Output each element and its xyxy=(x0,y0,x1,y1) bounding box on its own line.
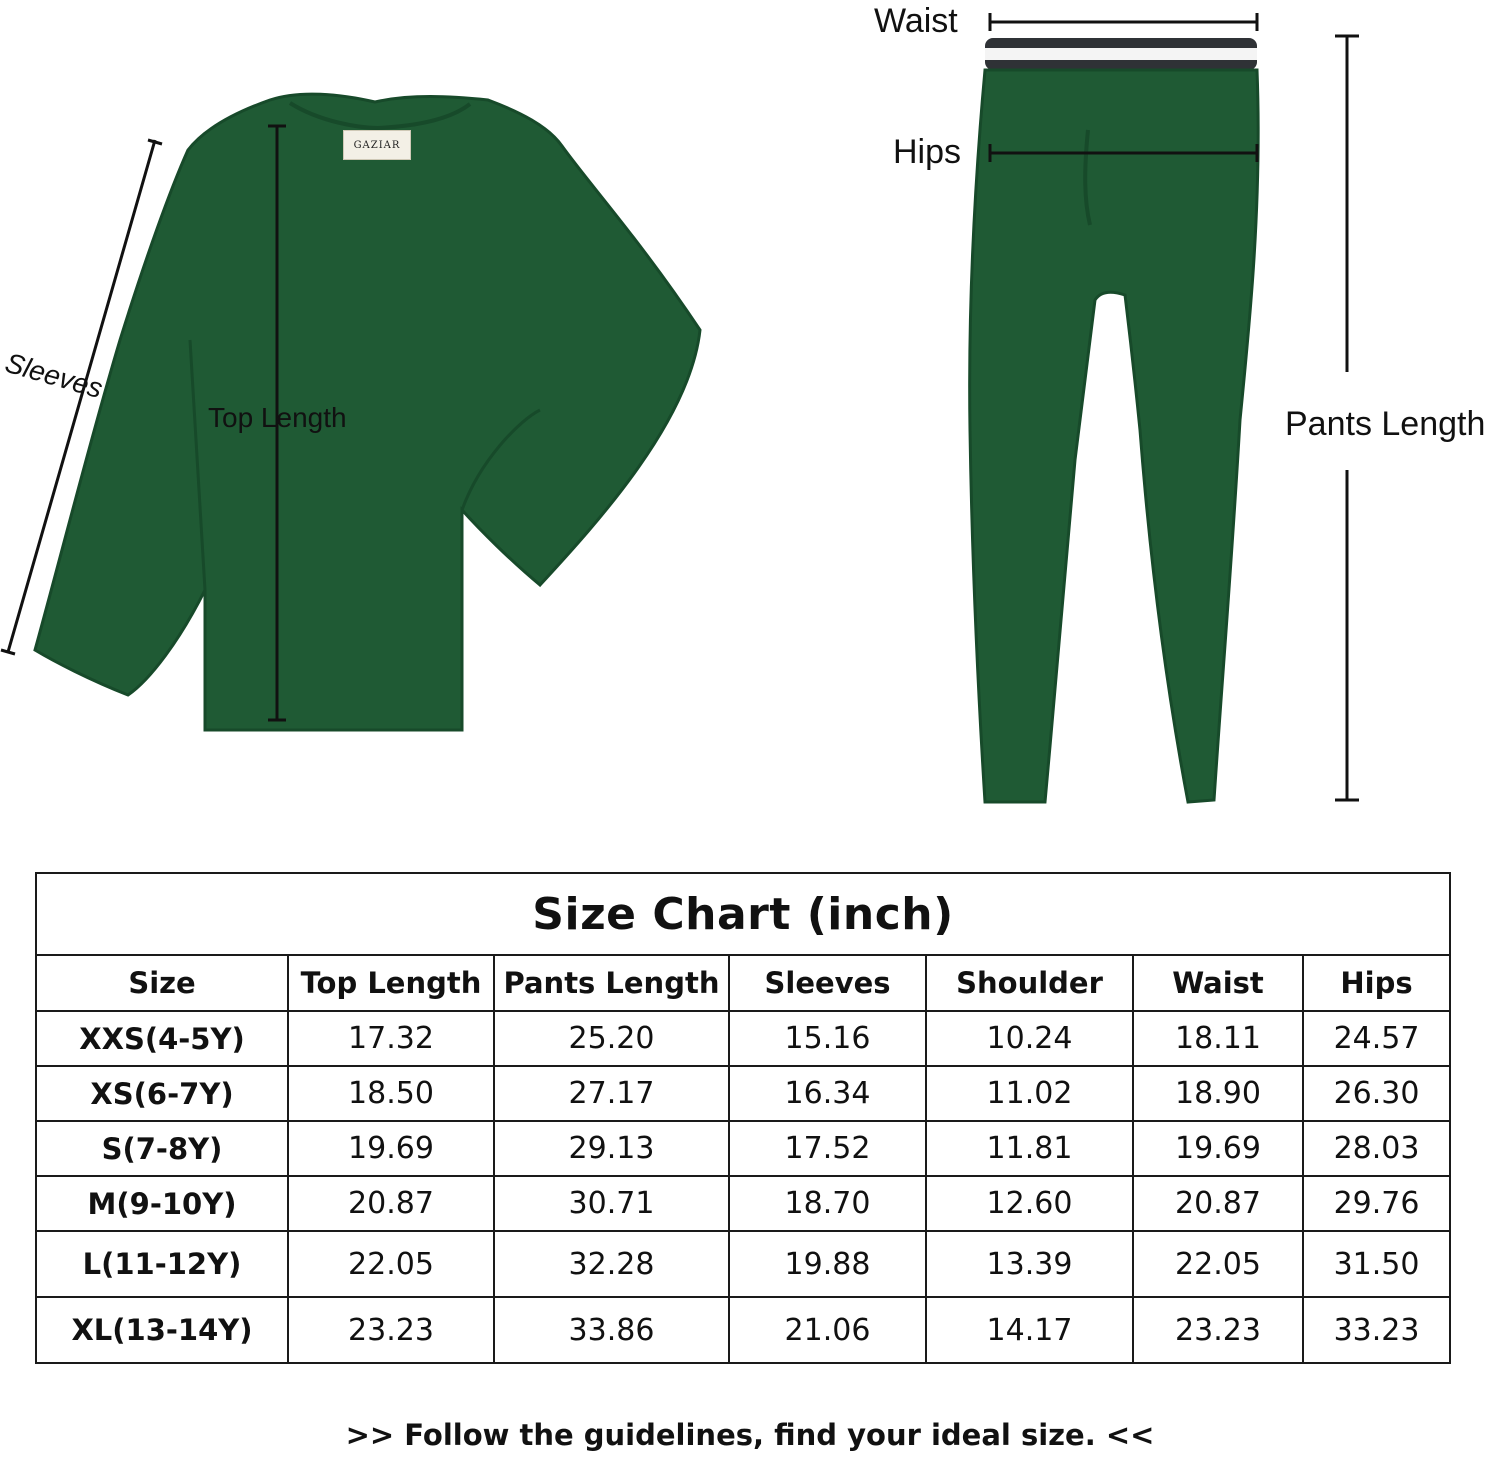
value-cell: 29.13 xyxy=(494,1121,729,1176)
col-header-pants-length: Pants Length xyxy=(494,955,729,1011)
value-cell: 22.05 xyxy=(288,1231,494,1297)
value-cell: 20.87 xyxy=(288,1176,494,1231)
pants-body xyxy=(970,70,1259,802)
value-cell: 19.88 xyxy=(729,1231,926,1297)
col-header-waist: Waist xyxy=(1133,955,1303,1011)
value-cell: 24.57 xyxy=(1303,1011,1450,1066)
header-row xyxy=(36,955,1450,1011)
title-row xyxy=(36,873,1450,955)
size-cell: S(7-8Y) xyxy=(36,1121,288,1176)
value-cell: 11.02 xyxy=(926,1066,1133,1121)
value-cell: 22.05 xyxy=(1133,1231,1303,1297)
value-cell: 28.03 xyxy=(1303,1121,1450,1176)
waist-label: Waist xyxy=(874,2,958,40)
table-row xyxy=(36,1066,1450,1121)
footer-guideline-text: >> Follow the guidelines, find your ideal size. << xyxy=(345,1418,1155,1452)
value-cell: 31.50 xyxy=(1303,1231,1450,1297)
value-cell: 33.23 xyxy=(1303,1297,1450,1363)
table-row xyxy=(36,1231,1450,1297)
value-cell: 11.81 xyxy=(926,1121,1133,1176)
value-cell: 21.06 xyxy=(729,1297,926,1363)
size-chart-table xyxy=(35,872,1451,1364)
sleeves-measure-cap-top xyxy=(148,140,162,144)
value-cell: 19.69 xyxy=(1133,1121,1303,1176)
sleeves-label: Sleeves xyxy=(1,346,107,405)
size-cell: XXS(4-5Y) xyxy=(36,1011,288,1066)
value-cell: 20.87 xyxy=(1133,1176,1303,1231)
value-cell: 25.20 xyxy=(494,1011,729,1066)
size-cell: XS(6-7Y) xyxy=(36,1066,288,1121)
table-row xyxy=(36,1297,1450,1363)
value-cell: 18.11 xyxy=(1133,1011,1303,1066)
value-cell: 17.52 xyxy=(729,1121,926,1176)
shirt-body xyxy=(35,94,700,730)
value-cell: 18.70 xyxy=(729,1176,926,1231)
value-cell: 13.39 xyxy=(926,1231,1133,1297)
hips-label: Hips xyxy=(893,133,962,171)
value-cell: 33.86 xyxy=(494,1297,729,1363)
table-row xyxy=(36,1121,1450,1176)
brand-label: GAZIAR xyxy=(343,130,411,160)
value-cell: 17.32 xyxy=(288,1011,494,1066)
value-cell: 32.28 xyxy=(494,1231,729,1297)
top-shirt xyxy=(1,94,700,730)
value-cell: 27.17 xyxy=(494,1066,729,1121)
col-header-top-length: Top Length xyxy=(288,955,494,1011)
value-cell: 12.60 xyxy=(926,1176,1133,1231)
value-cell: 10.24 xyxy=(926,1011,1133,1066)
pants-waistband-stripe xyxy=(985,48,1257,60)
col-header-sleeves: Sleeves xyxy=(729,955,926,1011)
top-length-label: Top Length xyxy=(208,402,347,433)
size-cell: L(11-12Y) xyxy=(36,1231,288,1297)
value-cell: 14.17 xyxy=(926,1297,1133,1363)
col-header-hips: Hips xyxy=(1303,955,1450,1011)
table-row xyxy=(36,1011,1450,1066)
col-header-size: Size xyxy=(36,955,288,1011)
size-cell: M(9-10Y) xyxy=(36,1176,288,1231)
value-cell: 30.71 xyxy=(494,1176,729,1231)
value-cell: 18.50 xyxy=(288,1066,494,1121)
value-cell: 29.76 xyxy=(1303,1176,1450,1231)
pants-length-label: Pants Length xyxy=(1285,405,1486,443)
value-cell: 15.16 xyxy=(729,1011,926,1066)
value-cell: 26.30 xyxy=(1303,1066,1450,1121)
size-cell: XL(13-14Y) xyxy=(36,1297,288,1363)
value-cell: 18.90 xyxy=(1133,1066,1303,1121)
value-cell: 23.23 xyxy=(288,1297,494,1363)
value-cell: 23.23 xyxy=(1133,1297,1303,1363)
table-row xyxy=(36,1176,1450,1231)
col-header-shoulder: Shoulder xyxy=(926,955,1133,1011)
sleeves-measure-cap-bottom xyxy=(1,650,15,654)
value-cell: 19.69 xyxy=(288,1121,494,1176)
size-chart-title: Size Chart (inch) xyxy=(36,873,1450,955)
value-cell: 16.34 xyxy=(729,1066,926,1121)
